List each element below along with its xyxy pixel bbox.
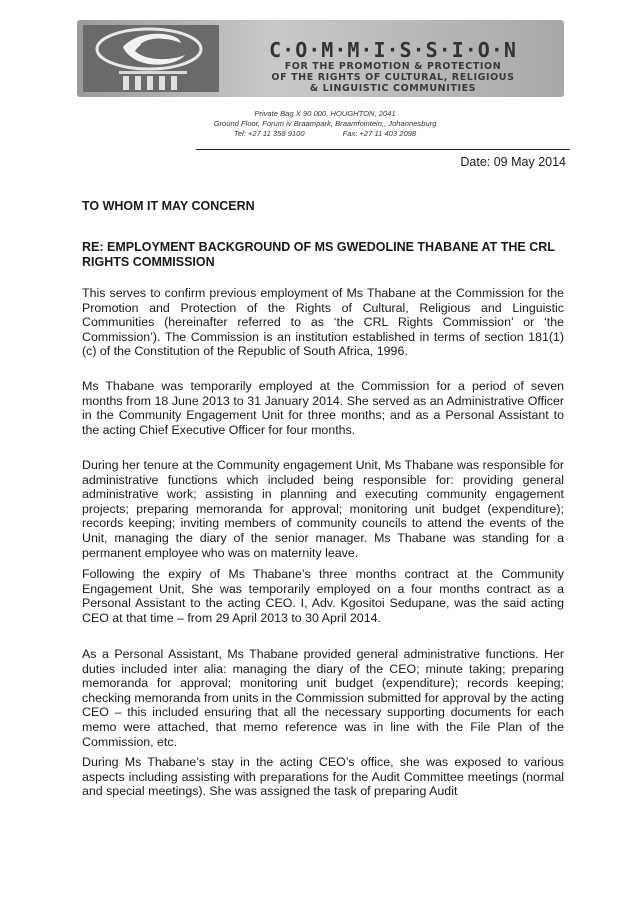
org-line-2: OF THE RIGHTS OF CULTURAL, RELIGIOUS <box>271 72 515 83</box>
paragraph-3: During her tenure at the Community engagement Unit, Ms Thabane was responsible for administrative functions which included being responsible for: providing general administrative work; assisting in planning and executing community engagement projects; preparing memoranda for approval; monitoring unit budget (expenditure); records keeping; inviting members of community councils to attend the events of the Unit, managing the diary of the senior manager. Ms Thabane was standing for a permanent employee who was on maternity leave. <box>82 458 564 560</box>
letterhead <box>77 20 564 97</box>
paragraph-6: During Ms Thabane’s stay in the acting CEO’s office, she was exposed to various aspects including assisting with preparations for the Audit Committee meetings (normal and special meetings). She was assigned the task of preparing Audit <box>82 755 564 799</box>
paragraph-5: As a Personal Assistant, Ms Thabane provided general administrative functions. Her duties included inter alia: managing the diary of the CEO; minute taking; preparing memoranda for approval; monitoring unit budget (expenditure); records keeping; checking memoranda from units in the Commission submitted for approval by the acting CEO – this included ensuring that all the necessary supporting documents for each memo were attached, that memo reference was in line with the File Plan of the Commission, etc. <box>82 647 564 749</box>
organization-name <box>225 39 561 94</box>
telephone: Tel: +27 11 358 9100 <box>233 129 305 138</box>
commission-title: C·O·M·M·I·S·S·I·O·N <box>269 38 517 62</box>
contact-line <box>195 129 455 139</box>
postal-address: Private Bag X 90 000, HOUGHTON, 2041 <box>254 109 396 118</box>
paragraph-1: This serves to confirm previous employment of Ms Thabane at the Commission for the Promotion and Protection of the Rights of Cultural, Religious and Linguistic Communities (hereinafter referred to as ‘the CRL Rights Commission’ or ‘the Commission’). The Commission is an institution established in terms of section 181(1)(c) of the Constitution of the Republic of South Africa, 1996. <box>82 286 564 359</box>
physical-address: Ground Floor, Forum iv Braampark, Braamfointein,, Johannesburg <box>213 119 437 128</box>
letter-date: Date: 09 May 2014 <box>460 155 566 169</box>
paragraph-2: Ms Thabane was temporarily employed at the Commission for a period of seven months from 18 June 2013 to 31 January 2014. She served as an Administrative Officer in the Community Engagement Unit for three months; and as a Personal Assistant to the acting Chief Executive Officer for four months. <box>82 379 564 437</box>
org-line-3: & LINGUISTIC COMMUNITIES <box>309 83 477 94</box>
org-line-1: FOR THE PROMOTION & PROTECTION <box>284 61 502 72</box>
fax: Fax: +27 11 403 2098 <box>342 129 417 138</box>
address-block <box>195 109 455 139</box>
salutation: TO WHOM IT MAY CONCERN <box>82 199 255 213</box>
commission-logo <box>83 25 219 92</box>
subject-line: RE: EMPLOYMENT BACKGROUND OF MS GWEDOLINE THABANE AT THE CRL RIGHTS COMMISSION <box>82 240 555 269</box>
header-divider <box>196 149 570 150</box>
paragraph-4: Following the expiry of Ms Thabane’s three months contract at the Community Engagement Unit, She was temporarily employed on a four months contract as a Personal Assistant to the acting CEO. I, Adv. Kgositoi Sedupane, was the said acting CEO at that time – from 29 April 2013 to 30 April 2014. <box>82 567 564 625</box>
